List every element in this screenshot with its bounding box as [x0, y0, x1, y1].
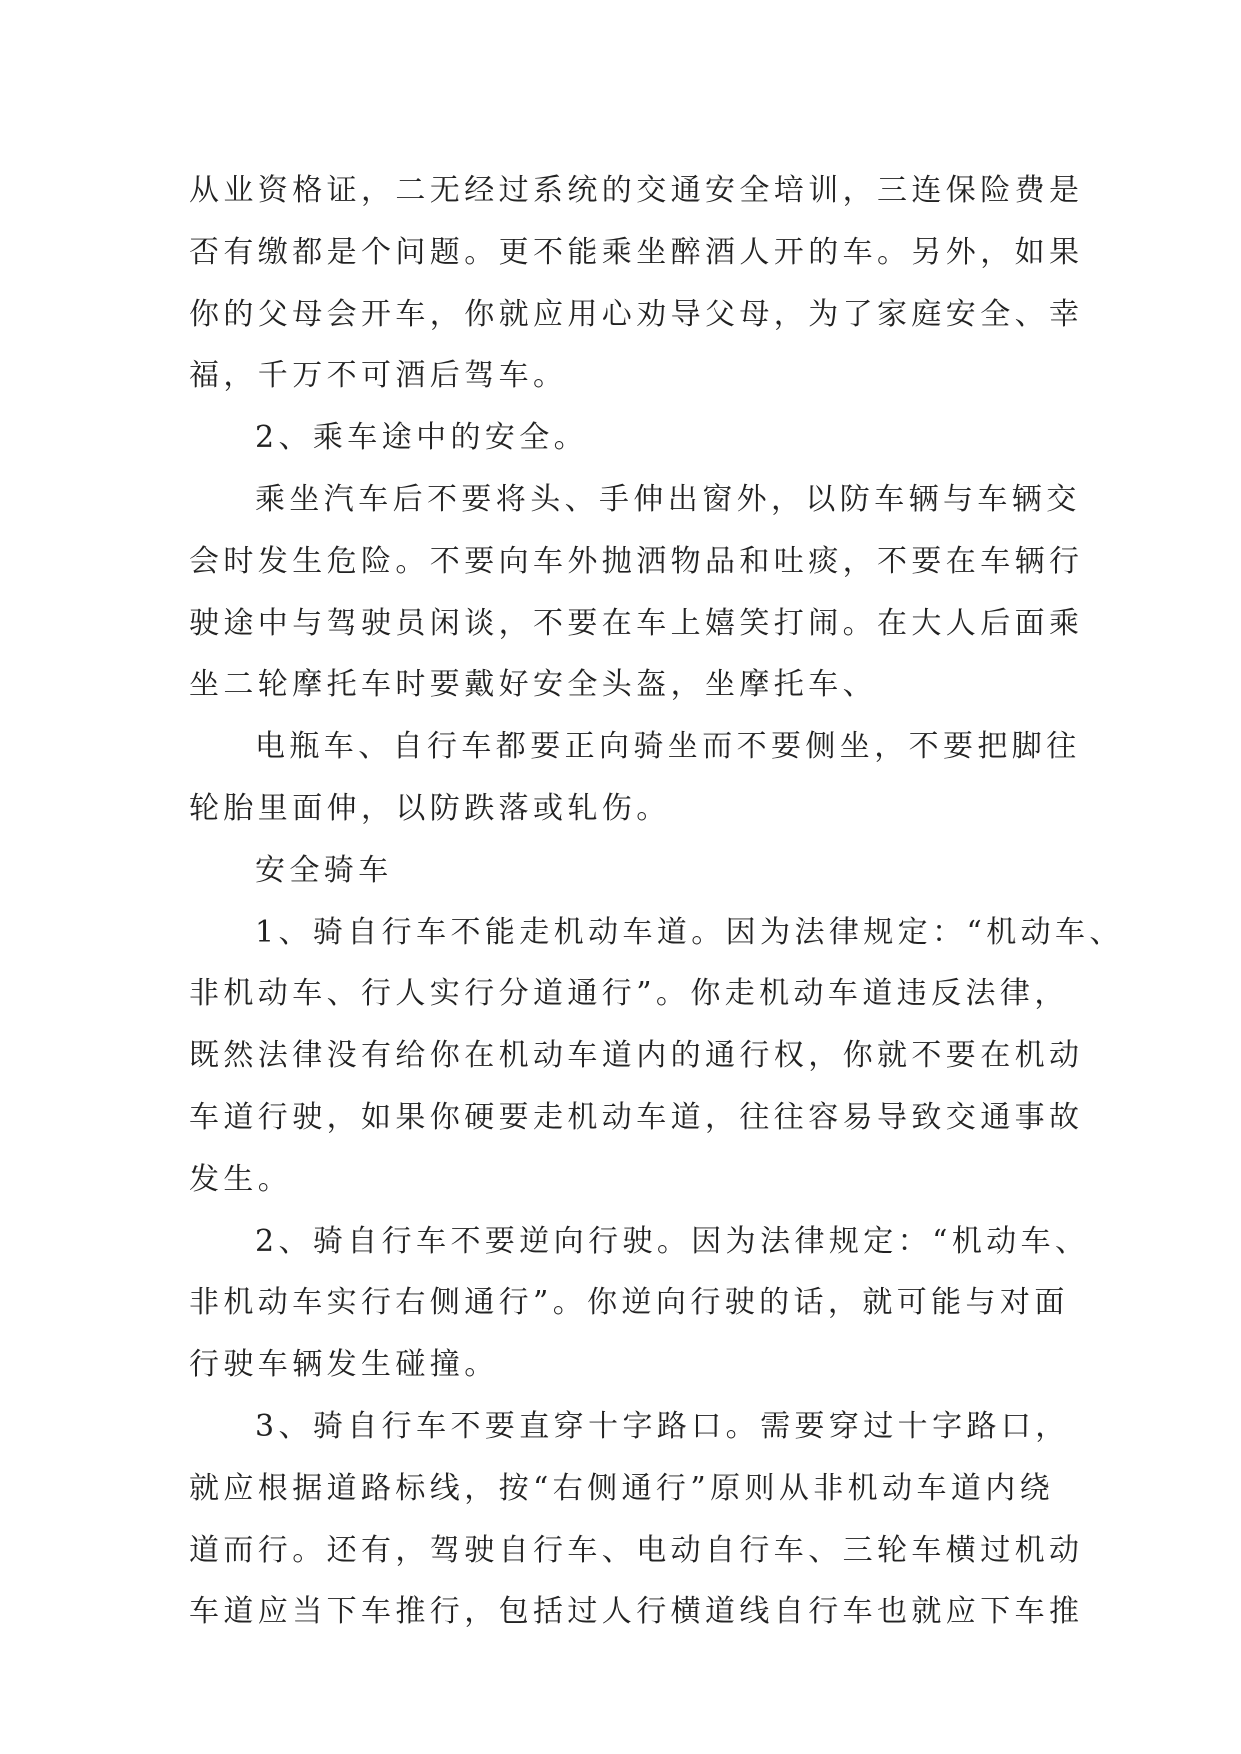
text-line-1: 从业资格证，二无经过系统的交通安全培训，三连保险费是	[189, 173, 1084, 208]
text-line-2: 否有缴都是个问题。更不能乘坐醉酒人开的车。另外，如果	[189, 234, 1084, 270]
text-line-10: 电瓶车、自行车都要正向骑坐而不要侧坐，不要把脚往	[255, 729, 1081, 765]
text-line-19: 非机动车实行右侧通行”。你逆向行驶的话，就可能与对面	[189, 1285, 1069, 1321]
section-heading-riding-safety: 2、乘车途中的安全。	[255, 420, 589, 456]
text-line-18: 2、骑自行车不要逆向行驶。因为法律规定：“机动车、	[255, 1223, 1090, 1259]
text-line-20: 行驶车辆发生碰撞。	[189, 1347, 499, 1383]
text-line-23: 道而行。还有，驾驶自行车、电动自行车、三轮车横过机动	[189, 1532, 1084, 1568]
text-line-21: 3、骑自行车不要直穿十字路口。需要穿过十字路口，	[255, 1408, 1070, 1444]
text-line-3: 你的父母会开车，你就应用心劝导父母，为了家庭安全、幸	[189, 296, 1084, 332]
text-line-16: 车道行驶，如果你硬要走机动车道，往往容易导致交通事故	[189, 1099, 1084, 1135]
text-line-9: 坐二轮摩托车时要戴好安全头盔，坐摩托车、	[189, 667, 877, 703]
text-line-4: 福，千万不可酒后驾车。	[189, 358, 568, 394]
text-line-13: 1、骑自行车不能走机动车道。因为法律规定：“机动车、	[255, 914, 1124, 950]
text-line-22: 就应根据道路标线，按“右侧通行”原则从非机动车道内绕	[189, 1470, 1055, 1506]
section-heading-safe-cycling: 安全骑车	[255, 852, 393, 888]
text-line-17: 发生。	[189, 1161, 293, 1197]
text-line-15: 既然法律没有给你在机动车道内的通行权，你就不要在机动	[189, 1038, 1084, 1074]
text-line-24: 车道应当下车推行，包括过人行横道线自行车也就应下车推	[189, 1594, 1084, 1630]
text-line-7: 会时发生危险。不要向车外抛洒物品和吐痰，不要在车辆行	[189, 543, 1084, 579]
text-line-14: 非机动车、行人实行分道通行”。你走机动车道违反法律，	[189, 976, 1069, 1012]
document-body	[189, 160, 1124, 1643]
text-line-8: 驶途中与驾驶员闲谈，不要在车上嬉笑打闹。在大人后面乘	[189, 605, 1084, 641]
text-line-6: 乘坐汽车后不要将头、手伸出窗外，以防车辆与车辆交	[255, 481, 1081, 517]
text-line-11: 轮胎里面伸，以防跌落或轧伤。	[189, 790, 671, 826]
